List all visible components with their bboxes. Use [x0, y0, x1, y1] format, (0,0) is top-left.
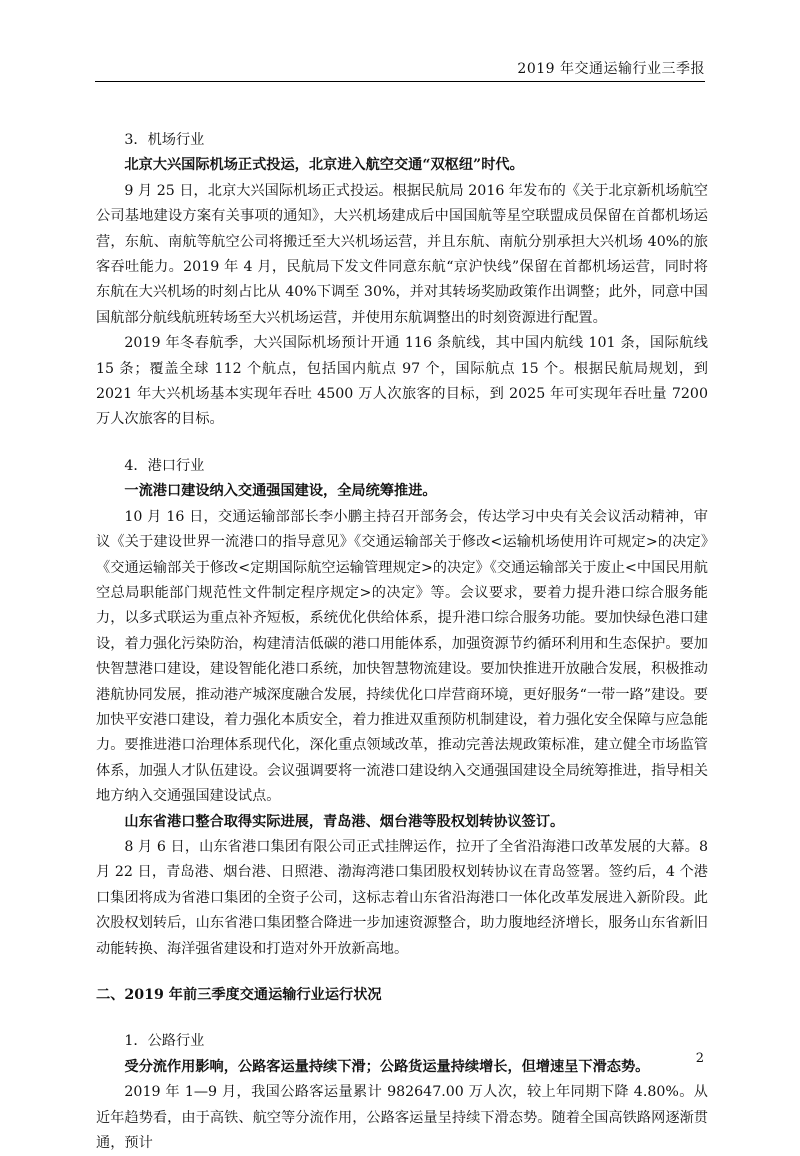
bold-lead-sentence: 受分流作用影响，公路客运量持续下滑；公路货运量持续增长，但增速呈下滑态势。 — [124, 1058, 650, 1075]
bold-lead-sentence: 山东省港口整合取得实际进展，青岛港、烟台港等股权划转协议签订。 — [124, 813, 565, 830]
bold-lead-sentence: 北京大兴国际机场正式投运，北京进入航空交通“双枢纽”时代。 — [124, 157, 524, 174]
vertical-gap — [96, 962, 708, 983]
bold-lead-sentence: 一流港口建设纳入交通强国建设，全局统筹推进。 — [124, 483, 437, 500]
body-paragraph: 10 月 16 日，交通运输部部长李小鹏主持召开部务会，传达学习中央有关会议活动精神，审议《关于建设世界一流港口的指导意见》《交通运输部关于修改<运输机场使用许可规定>的决定》《交通运输部关于修改<定期国际航空运输管理规定>的决定》《交通运输部关于废止<中国民用航空总局职能部门规范性文件制定程序规定>的决定》等。会议要求，要着力提升港口综合服务能力，以多式联运为重点补齐短板，系统优化供给体系，提升港口综合服务功能。要加快绿色港口建设，着力强化污染防治，构建清洁低碳的港口用能体系，加强资源节约循环利用和生态保护。要加快智慧港口建设，建设智能化港口系统，加快智慧物流建设。要加快推进开放融合发展，积极推动港航协同发展，推动港产城深度融合发展，持续优化口岸营商环境，更好服务“一带一路”建设。要加快平安港口建设，着力强化本质安全，着力推进双重预防机制建设，着力强化安全保障与应急能力。要推进港口治理体系现代化，深化重点领域改革，推动完善法规政策标准，建立健全市场监管体系，加强人才队伍建设。会议强调要将一流港口建设纳入交通强国建设全局统筹推进，指导相关地方纳入交通强国建设试点。 — [96, 508, 708, 805]
vertical-gap — [96, 433, 708, 454]
body-paragraph: 9 月 25 日，北京大兴国际机场正式投运。根据民航局 2016 年发布的《关于北京新机场航空公司基地建设方案有关事项的通知》，大兴机场建成后中国国航等星空联盟成员保留在首都机场运营，东航、南航等航空公司将搬迁至大兴机场运营，并且东航、南航分别承担大兴机场 40%的旅客吞吐能力。2019 年 4 月，民航局下发文件同意东航“京沪快线”保留在首都机场运营，同时将东航在大兴机场的时刻占比从 40%下调至 30%，并对其转场奖励政策作出调整；此外，同意中国国航部分航线航班转场至大兴机场运营，并使用东航调整出的时刻资源进行配置。 — [96, 182, 708, 326]
page-number: 2 — [695, 1051, 704, 1066]
vertical-gap — [96, 1008, 708, 1029]
header-rule — [95, 81, 705, 82]
body-paragraph: 8 月 6 日，山东省港口集团有限公司正式挂牌运作，拉开了全省沿海港口改革发展的大幕。8 月 22 日，青岛港、烟台港、日照港、渤海湾港口集团股权划转协议在青岛签署。签约后，4 个港口集团将成为省港口集团的全资子公司，这标志着山东省沿海港口一体化改革发展进入新阶段。此次股权划转后，山东省港口集团整合降进一步加速资源整合，助力腹地经济增长，服务山东省新旧动能转换、海洋强省建设和打造对外开放新高地。 — [96, 838, 708, 957]
document-body — [96, 128, 708, 1156]
body-paragraph: 2019 年 1—9 月，我国公路客运量累计 982647.00 万人次，较上年同期下降 4.80%。从近年趋势看，由于高铁、航空等分流作用，公路客运量呈持续下滑态势。随着全国高铁路网逐渐贯通，预计 — [96, 1084, 708, 1152]
running-header: 2019 年交通运输行业三季报 — [517, 61, 705, 77]
section-heading: 二、2019 年前三季度交通运输行业运行状况 — [96, 987, 382, 1003]
section-subheading: 4．港口行业 — [124, 457, 205, 474]
section-subheading: 1．公路行业 — [124, 1033, 205, 1050]
section-subheading: 3．机场行业 — [124, 132, 205, 148]
body-paragraph: 2019 年冬春航季，大兴国际机场预计开通 116 条航线，其中国内航线 101 条，国际航线 15 条；覆盖全球 112 个航点，包括国内航点 97 个，国际航点 15 个。根据民航局规划，到 2021 年大兴机场基本实现年吞吐 4500 万人次旅客的目标，到 2025 年可实现年吞吐量 7200 万人次旅客的目标。 — [96, 335, 708, 428]
